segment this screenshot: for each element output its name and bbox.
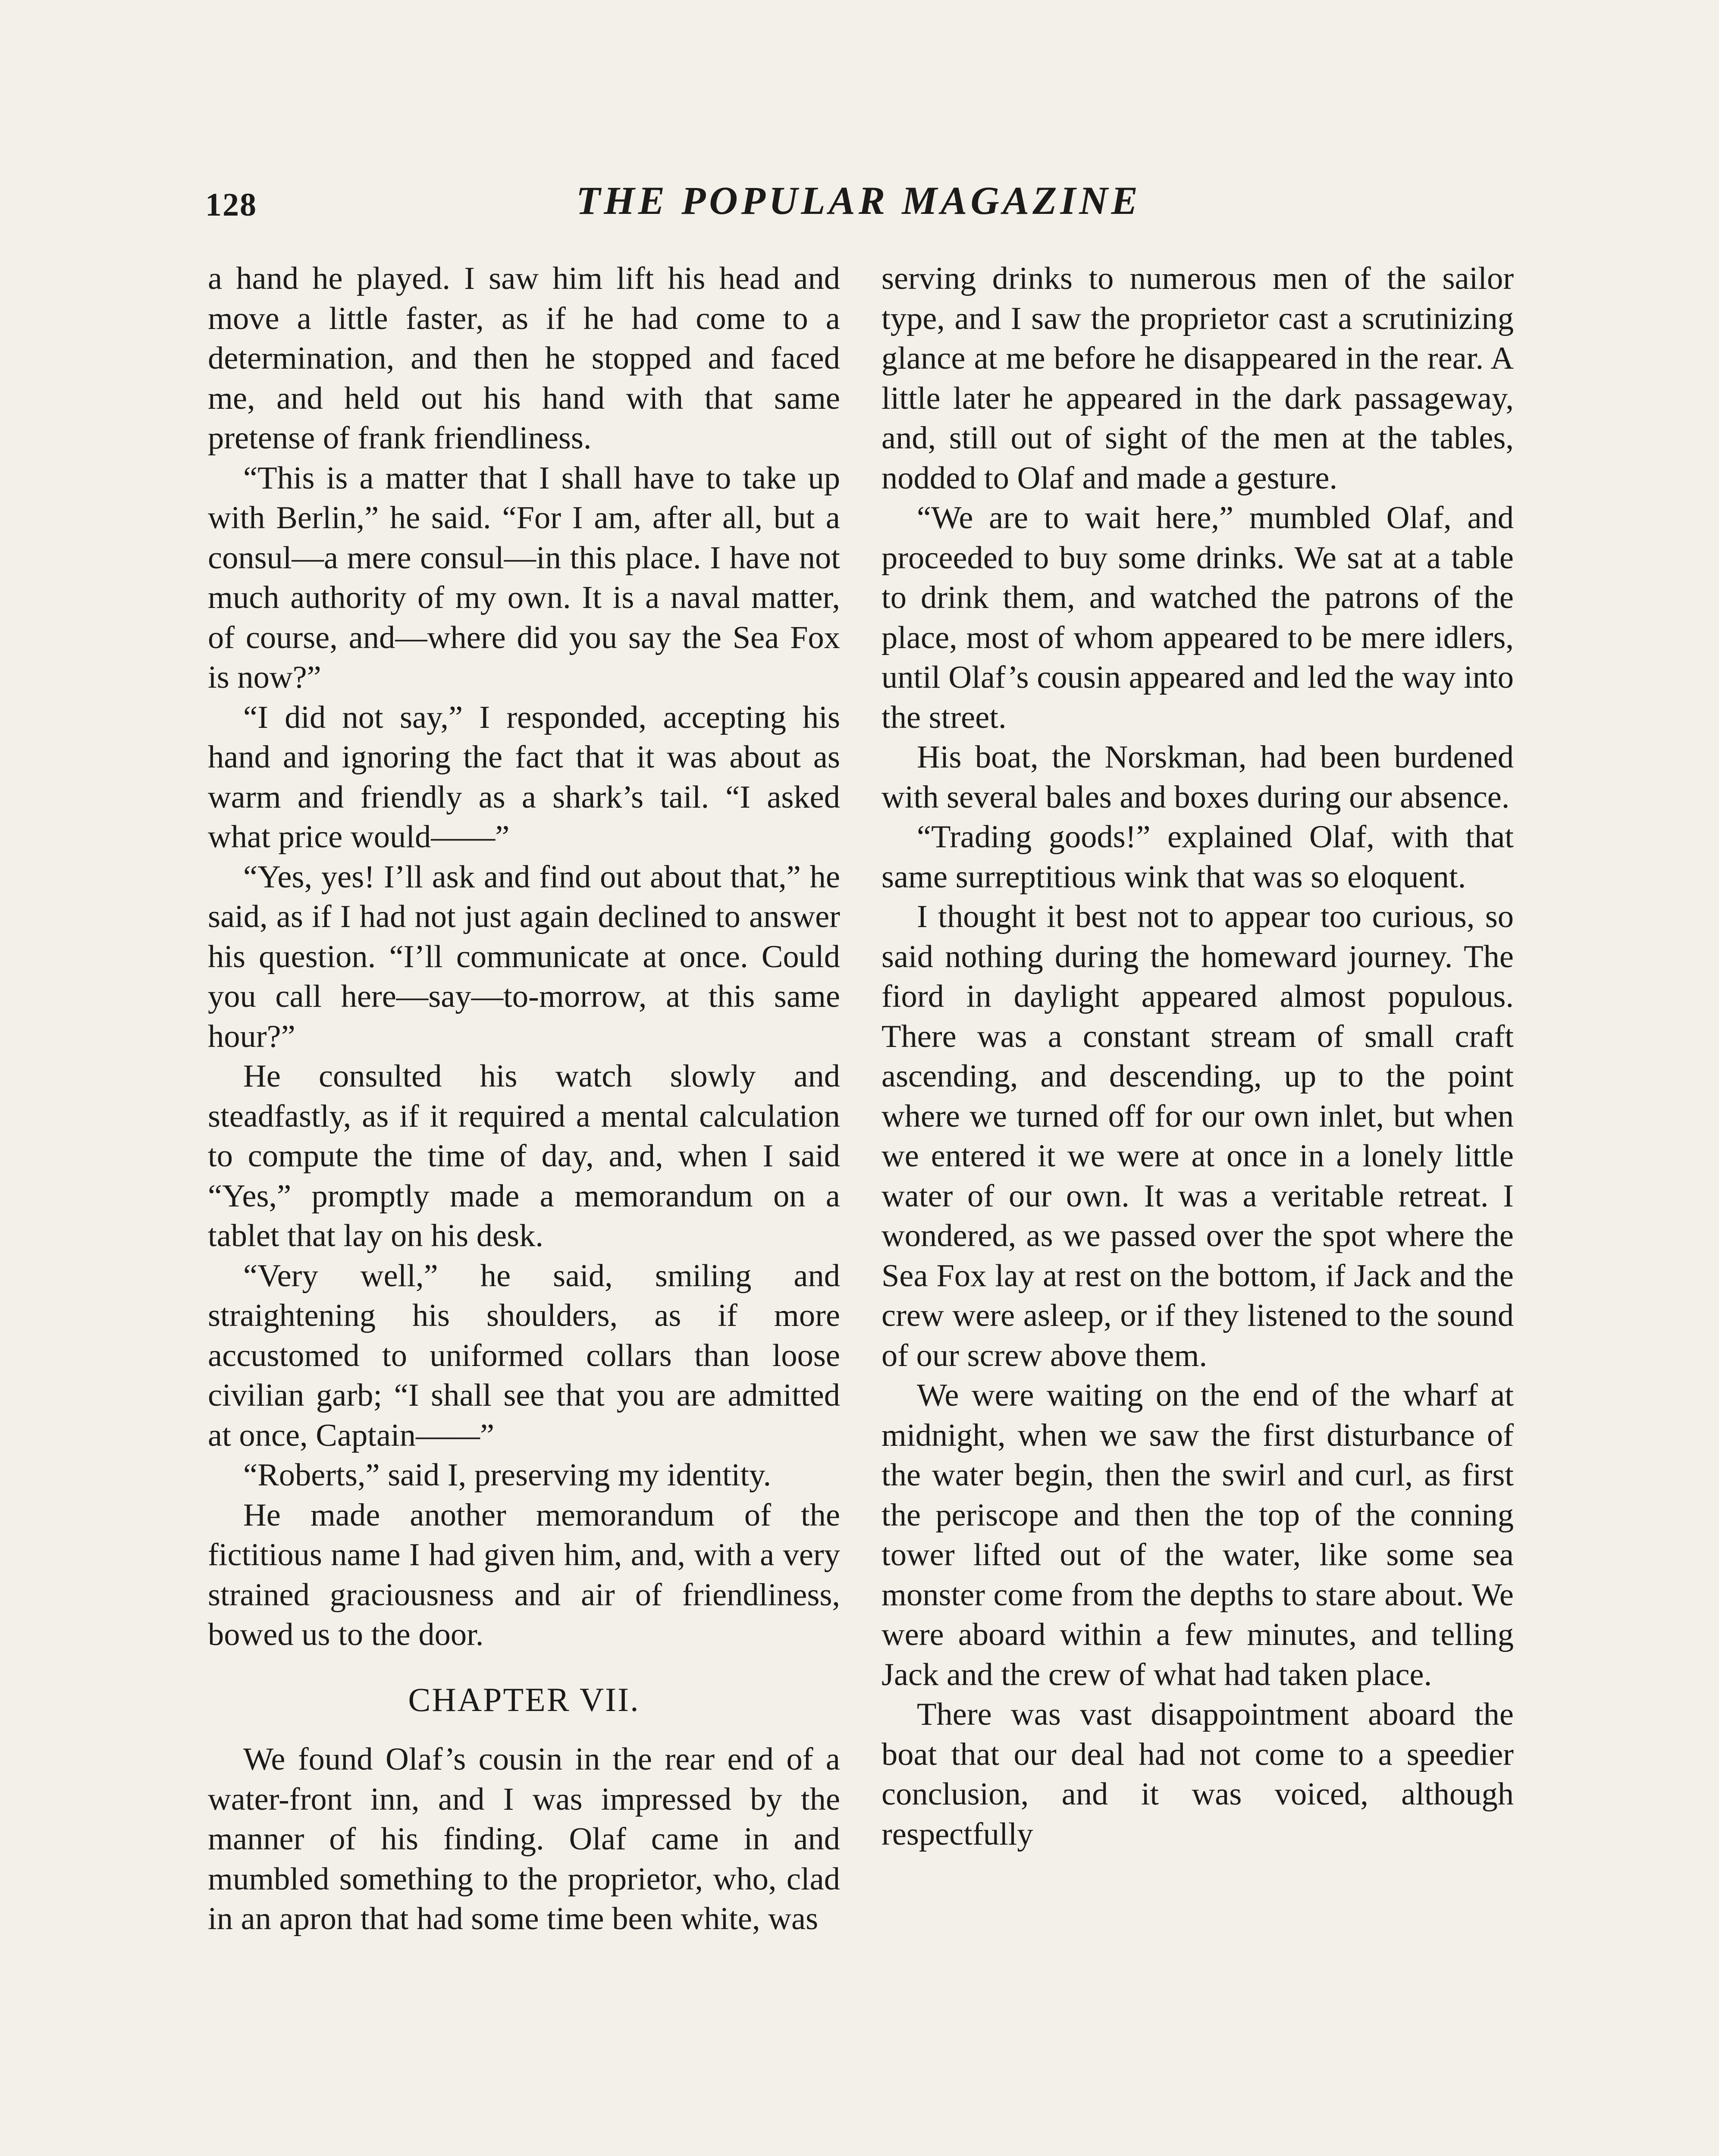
paragraph: We were waiting on the end of the wharf at midnight, when we saw the first disturbance of the water begin, then the swirl and curl, as first the periscope and then the top of the conning tower lifted out of the water, like some sea monster come from the depths to stare about. We were aboard within a few minutes, and telling Jack and the crew of what had taken place. <box>881 1378 1514 1692</box>
running-title: THE POPULAR MAGAZINE <box>576 179 1142 222</box>
page-header <box>205 178 1512 242</box>
paragraph: His boat, the Norskman, had been burdened with several bales and boxes during our absence. <box>881 740 1514 815</box>
paragraph: I thought it best not to appear too curious, so said nothing during the homeward journey. The fiord in daylight appeared almost populous. There was a constant stream of small craft ascending, and descending, up to the point where we turned off for our own inlet, but when we entered it we were at once in a lonely little water of our own. It was a veritable retreat. I wondered, as we passed over the spot where the Sea Fox lay at rest on the bottom, if Jack and the crew were asleep, or if they listened to the sound of our screw above them. <box>881 899 1514 1373</box>
paragraph: serving drinks to numerous men of the sailor type, and I saw the proprietor cast a scrutinizing glance at me before he disappeared in the rear. A little later he appeared in the dark passageway, and, still out of sight of the men at the tables, nodded to Olaf and made a gesture. <box>881 261 1514 496</box>
paragraph: “I did not say,” I responded, accepting his hand and ignoring the fact that it was about as warm and friendly as a shark’s tail. “I asked what price would——” <box>208 699 840 855</box>
paragraph: “Very well,” he said, smiling and straightening his shoulders, as if more accustomed to uniformed collars than loose civilian garb; “I shall see that you are admitted at once, Captain——” <box>208 1258 840 1453</box>
page-number: 128 <box>205 187 257 223</box>
paragraph: a hand he played. I saw him lift his head and move a little faster, as if he had come to a determination, and then he stopped and faced me, and held out his hand with that same pretense of frank friendliness. <box>208 261 840 456</box>
chapter-heading: CHAPTER VII. <box>408 1680 640 1718</box>
right-column <box>881 259 1514 1854</box>
paragraph: “We are to wait here,” mumbled Olaf, and proceeded to buy some drinks. We sat at a table to drink them, and watched the patrons of the place, most of whom appeared to be mere idlers, until Olaf’s cousin appeared and led the way into the street. <box>881 500 1514 735</box>
paragraph: “Roberts,” said I, preserving my identity. <box>243 1457 772 1493</box>
left-column <box>208 259 840 1939</box>
paragraph: “Yes, yes! I’ll ask and find out about that,” he said, as if I had not just again declined to answer his question. “I’ll communicate at once. Could you call here—say—to-morrow, at this same hour?” <box>208 859 840 1054</box>
paragraph: There was vast disappointment aboard the boat that our deal had not come to a speedier conclusion, and it was voiced, although respectfully <box>881 1697 1514 1852</box>
paragraph: He consulted his watch slowly and steadfastly, as if it required a mental calculation to compute the time of day, and, when I said “Yes,” promptly made a memorandum on a tablet that lay on his desk. <box>208 1059 840 1253</box>
paragraph: We found Olaf’s cousin in the rear end of a water-front inn, and I was impressed by the manner of his finding. Olaf came in and mumbled something to the proprietor, who, clad in an apron that had some time been white, was <box>208 1742 840 1937</box>
paragraph: “This is a matter that I shall have to take up with Berlin,” he said. “For I am, after all, but a consul—a mere consul—in this place. I have not much authority of my own. It is a naval matter, of course, and—where did you say the Sea Fox is now?” <box>208 460 840 695</box>
paragraph: “Trading goods!” explained Olaf, with that same surreptitious wink that was so eloquent. <box>881 819 1514 895</box>
paragraph: He made another memorandum of the fictitious name I had given him, and, with a very strained graciousness and air of friendliness, bowed us to the door. <box>208 1497 840 1652</box>
